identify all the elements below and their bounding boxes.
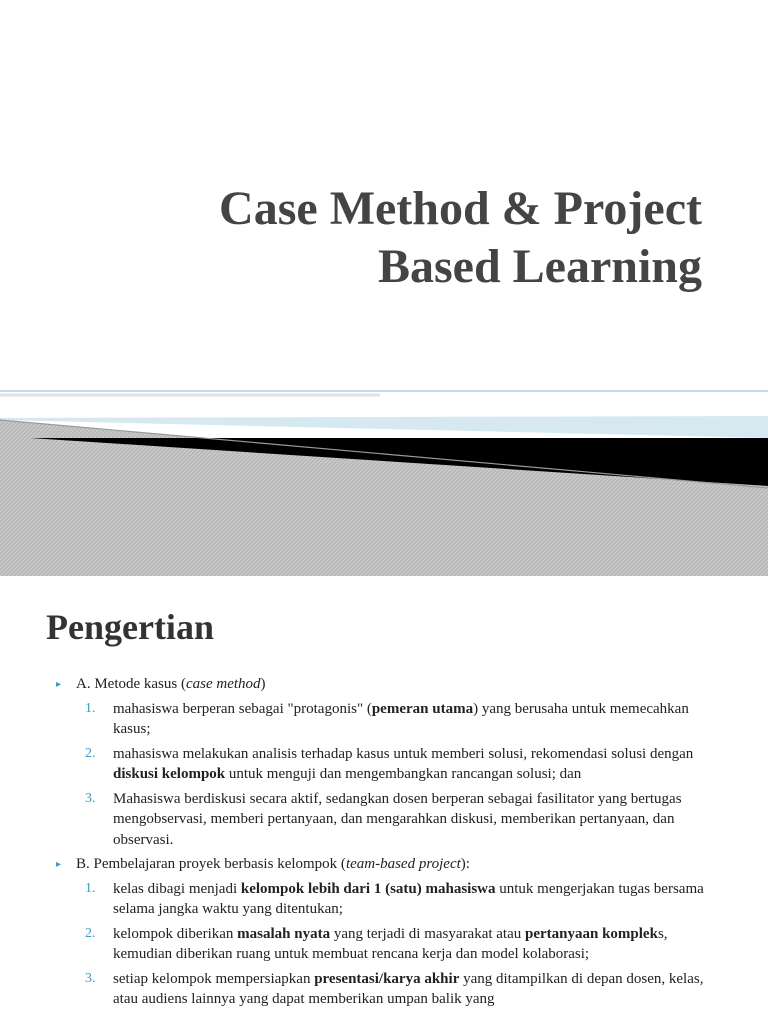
list-item: [76, 744, 726, 785]
item-text: Mahasiswa berdiskusi secara aktif, sedangkan dosen berperan sebagai fasilitator yang bertugas mengobservasi, memberi pertanyaan, dan mengarahkan diskusi, memberikan pertanyaan, dan observasi.: [113, 790, 682, 848]
list-number: 1.: [85, 880, 96, 896]
item-text: s, kemudian diberikan ruang untuk membuat rencana kerja dan model kolaborasi;: [113, 925, 668, 962]
content-slide: [0, 576, 768, 1024]
list-number: 3.: [85, 790, 96, 806]
item-text: setiap kelompok mempersiapkan: [113, 970, 315, 987]
section-team-based-project: [56, 854, 726, 1010]
slide-title: [62, 180, 702, 296]
title-line-1: Case Method & Project: [219, 182, 702, 235]
item-bold: presentasi/karya akhir: [314, 970, 460, 987]
list-item: [76, 879, 726, 920]
item-bold: pertanyaan komplek: [525, 925, 658, 942]
section-intro-italic: team-based project: [345, 856, 461, 872]
item-bold: kelompok lebih dari 1 (satu) mahasiswa: [240, 880, 496, 897]
list-item: [76, 789, 726, 851]
title-line-2: Based Learning: [377, 240, 702, 293]
item-text: kelas dibagi menjadi: [113, 880, 241, 897]
slide-content: [56, 674, 726, 1014]
list-item: [76, 969, 726, 1010]
section-intro-italic: case method: [185, 676, 261, 692]
list-number: 2.: [85, 745, 96, 761]
item-text: mahasiswa melakukan analisis terhadap kasus untuk memberi solusi, rekomendasi solusi dengan: [113, 745, 694, 762]
list-number: 2.: [85, 925, 96, 941]
section-intro-end: ): [260, 676, 266, 692]
item-bold: pemeran utama: [371, 700, 474, 717]
list-item: [76, 699, 726, 740]
item-bold: masalah nyata: [237, 925, 331, 942]
section-intro-end: ):: [460, 856, 470, 872]
list-item: [76, 924, 726, 965]
case-method-list: [76, 699, 726, 851]
list-number: 3.: [85, 970, 96, 986]
item-text: untuk mengerjakan tugas bersama selama jangka waktu yang ditentukan;: [113, 880, 704, 917]
bullet-arrow-icon: ▸: [56, 859, 62, 870]
item-text: yang ditampilkan di depan dosen, kelas, atau audiens lainnya yang dapat memberikan umpan balik yang: [113, 970, 704, 1007]
item-text: untuk menguji dan mengembangkan rancangan solusi; dan: [225, 766, 582, 782]
item-text: yang terjadi di masyarakat atau: [330, 925, 525, 942]
slide-heading: Pengertian: [46, 607, 214, 647]
section-intro: A. Metode kasus (: [76, 676, 186, 692]
section-intro: B. Pembelajaran proyek berbasis kelompok (: [76, 856, 346, 872]
team-project-list: [76, 879, 726, 1010]
item-bold: diskusi kelompok: [113, 766, 226, 782]
section-case-method: [56, 674, 726, 850]
item-text: kelompok diberikan: [113, 925, 238, 942]
item-text: mahasiswa berperan sebagai "protagonis" (: [113, 700, 372, 717]
item-text: ) yang berusaha untuk memecahkan kasus;: [113, 700, 689, 737]
title-decoration: [0, 378, 768, 576]
list-number: 1.: [85, 700, 96, 716]
bullet-arrow-icon: ▸: [56, 679, 62, 690]
